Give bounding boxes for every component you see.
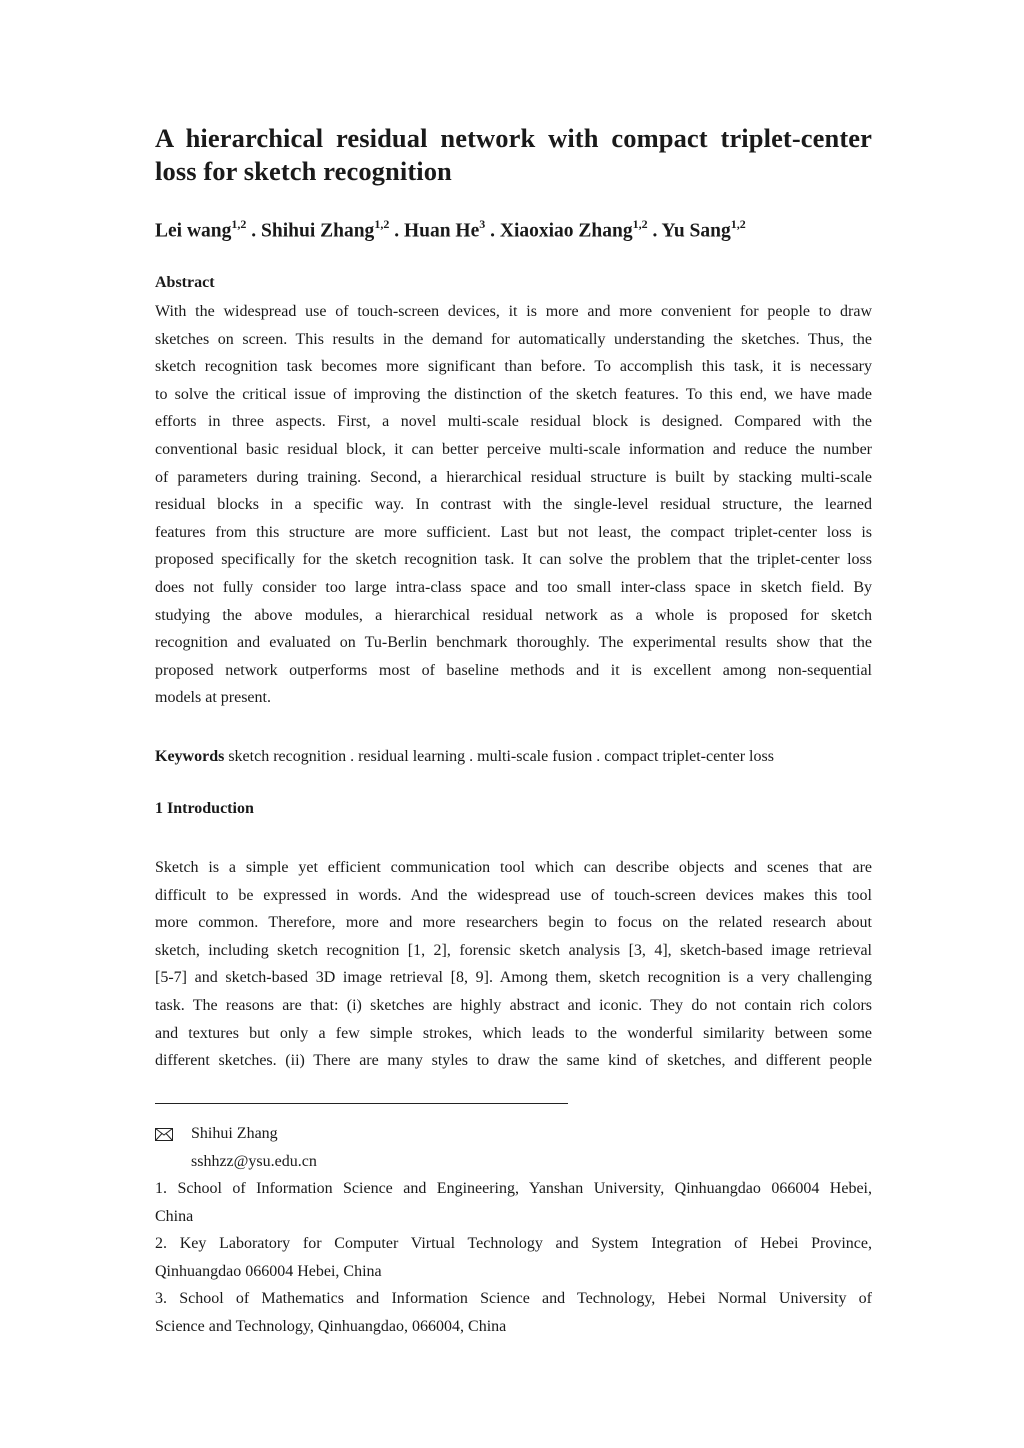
author-separator: . — [389, 220, 404, 242]
intro-line: difficult to be expressed in words. And the widespread use of touch-screen devices makes this tool — [155, 886, 872, 904]
envelope-icon — [155, 1124, 191, 1144]
affiliations — [155, 1175, 872, 1341]
affiliation-line: Science and Technology, Qinhuangdao, 066004, China — [155, 1317, 507, 1335]
abstract-line: to solve the critical issue of improving the distinction of the sketch features. To this end, we have made — [155, 385, 872, 403]
keywords-label: Keywords — [155, 748, 225, 765]
author-affiliation-mark: 1,2 — [632, 217, 648, 231]
author-name: Shihui Zhang — [261, 220, 375, 242]
affiliation-line: 3. School of Mathematics and Information Science and Technology, Hebei Normal University of — [155, 1290, 872, 1308]
author-name: Yu Sang — [661, 220, 731, 242]
intro-line: different sketches. (ii) There are many styles to draw the same kind of sketches, and different people — [155, 1052, 872, 1070]
abstract-line: proposed specifically for the sketch recognition task. It can solve the problem that the triplet-center loss — [155, 551, 872, 569]
author-separator: . — [246, 220, 262, 242]
footnote-divider — [155, 1103, 568, 1104]
abstract-line: studying the above modules, a hierarchical residual network as a whole is proposed for sketch — [155, 606, 872, 624]
author-affiliation-mark: 3 — [479, 217, 486, 231]
contact-email[interactable]: sshhzz@ysu.edu.cn — [191, 1152, 317, 1170]
paper-title — [155, 122, 872, 188]
abstract-line: residual blocks in a specific way. In contrast with the single-level residual structure, the learned — [155, 496, 872, 514]
keywords — [155, 743, 872, 770]
author-affiliation-mark: 1,2 — [231, 217, 247, 231]
intro-line: more common. Therefore, more and more researchers begin to focus on the related research about — [155, 914, 872, 932]
corresponding-author — [155, 1120, 872, 1175]
keywords-text: sketch recognition . residual learning . multi-scale fusion . compact triplet-center loss — [224, 748, 774, 765]
introduction-body — [155, 854, 872, 1075]
abstract-line: recognition and evaluated on Tu-Berlin benchmark thoroughly. The experimental results show that the — [155, 634, 872, 652]
author-separator: . — [647, 220, 662, 242]
abstract-line: models at present. — [155, 689, 271, 707]
author-name: Huan He — [403, 220, 480, 242]
author-name: Lei wang — [155, 220, 232, 242]
abstract-line: efforts in three aspects. First, a novel multi-scale residual block is designed. Compared with the — [155, 413, 872, 431]
abstract-line: of parameters during training. Second, a hierarchical residual structure is built by stacking multi-scale — [155, 468, 872, 486]
abstract-line: features from this structure are more sufficient. Last but not least, the compact triplet-center loss is — [155, 523, 872, 541]
title-line: A hierarchical residual network with compact triplet-center — [155, 123, 872, 153]
title-line: loss for sketch recognition — [155, 156, 452, 186]
intro-line: task. The reasons are that: (i) sketches are highly abstract and iconic. They do not contain rich colors — [155, 996, 872, 1014]
author-separator: . — [485, 220, 500, 242]
abstract-line: conventional basic residual block, it can better perceive multi-scale information and reduce the number — [155, 440, 872, 458]
author-affiliation-mark: 1,2 — [730, 217, 746, 231]
intro-line: sketch, including sketch recognition [1, 2], forensic sketch analysis [3, 4], sketch-based image retrieval — [155, 941, 872, 959]
abstract-body — [155, 298, 872, 712]
abstract-line: proposed network outperforms most of baseline methods and it is excellent among non-sequential — [155, 661, 872, 679]
section-heading-introduction: 1 Introduction — [155, 800, 254, 817]
contact-name: Shihui Zhang — [191, 1125, 278, 1142]
abstract-line: sketch recognition task becomes more significant than before. To accomplish this task, it is necessary — [155, 358, 872, 376]
abstract-line: sketches on screen. This results in the demand for automatically understanding the sketches. Thus, the — [155, 330, 872, 348]
abstract-heading: Abstract — [155, 274, 215, 291]
author-name: Xiaoxiao Zhang — [499, 220, 633, 242]
intro-line: [5-7] and sketch-based 3D image retrieval [8, 9]. Among them, sketch recognition is a very challenging — [155, 969, 872, 987]
affiliation-line: Qinhuangdao 066004 Hebei, China — [155, 1262, 382, 1280]
intro-line: and textures but only a few simple strokes, which leads to the wonderful similarity between some — [155, 1024, 872, 1042]
author-list — [155, 211, 872, 246]
author-affiliation-mark: 1,2 — [374, 217, 390, 231]
abstract-line: does not fully consider too large intra-class space and too small inter-class space in sketch field. By — [155, 578, 872, 596]
affiliation-line: China — [155, 1207, 194, 1225]
affiliation-line: 2. Key Laboratory for Computer Virtual Technology and System Integration of Hebei Province, — [155, 1235, 872, 1253]
affiliation-line: 1. School of Information Science and Engineering, Yanshan University, Qinhuangdao 066004 Hebei, — [155, 1180, 872, 1197]
intro-line: Sketch is a simple yet efficient communication tool which can describe objects and scenes that are — [155, 859, 872, 876]
abstract-line: With the widespread use of touch-screen devices, it is more and more convenient for people to draw — [155, 303, 872, 320]
